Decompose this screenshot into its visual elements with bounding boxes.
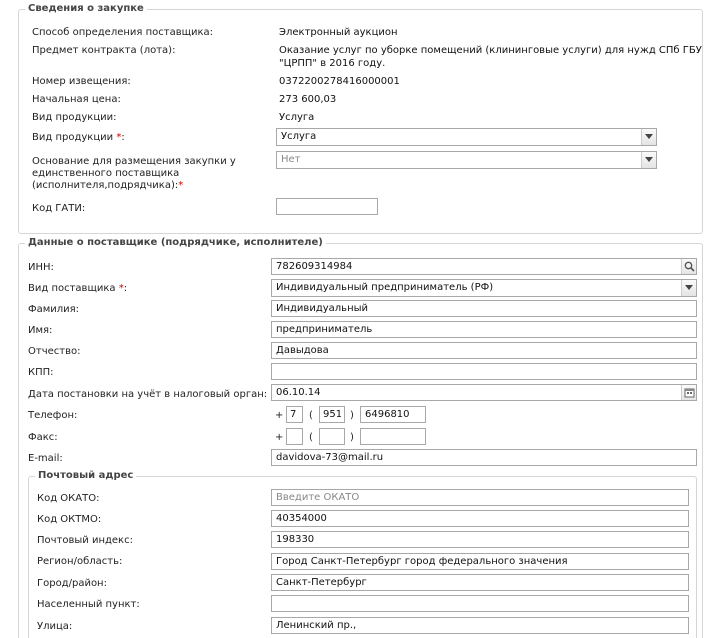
chevron-down-icon[interactable] bbox=[641, 152, 656, 168]
surname-label: Фамилия: bbox=[28, 304, 80, 315]
price-label: Начальная цена: bbox=[32, 94, 121, 105]
email-input[interactable] bbox=[271, 449, 697, 466]
basis-label-line3 bbox=[32, 180, 183, 191]
supplier-type-value: Индивидуальный предприниматель (РФ) bbox=[276, 282, 494, 293]
product-type-select[interactable] bbox=[276, 128, 657, 146]
required-mark: * bbox=[118, 283, 124, 294]
phone-plus: + bbox=[275, 410, 284, 421]
name-input[interactable] bbox=[271, 321, 697, 338]
city-input[interactable] bbox=[271, 574, 689, 591]
kpp-input[interactable] bbox=[271, 363, 697, 380]
index-label: Почтовый индекс: bbox=[37, 535, 133, 546]
street-input[interactable] bbox=[271, 617, 689, 634]
inn-input[interactable] bbox=[271, 258, 697, 275]
product-type-select-value: Услуга bbox=[281, 131, 317, 142]
fax-open-paren: ( bbox=[309, 432, 313, 443]
required-mark: * bbox=[178, 180, 184, 191]
product-type2-label: Вид продукции *: bbox=[32, 132, 125, 143]
patronymic-label: Отчество: bbox=[28, 346, 81, 357]
postal-title: Почтовый адрес bbox=[35, 470, 136, 481]
product-type-label: Вид продукции: bbox=[32, 112, 117, 123]
region-input[interactable] bbox=[271, 553, 689, 570]
notice-value: 0372200278416000001 bbox=[279, 76, 400, 87]
tax-date-input[interactable] bbox=[271, 384, 697, 401]
index-input[interactable] bbox=[271, 531, 689, 548]
phone-number-input[interactable] bbox=[360, 406, 426, 423]
patronymic-input[interactable] bbox=[271, 342, 697, 359]
fax-plus: + bbox=[275, 432, 284, 443]
method-label: Способ определения поставщика: bbox=[32, 27, 214, 38]
inn-label: ИНН: bbox=[28, 262, 54, 273]
oktmo-label: Код ОКТМО: bbox=[37, 514, 102, 525]
phone-country-input[interactable] bbox=[286, 406, 303, 423]
kpp-label: КПП: bbox=[28, 367, 54, 378]
locality-label: Населенный пункт: bbox=[37, 599, 140, 610]
phone-open-paren: ( bbox=[309, 410, 313, 421]
city-label: Город/район: bbox=[37, 578, 107, 589]
chevron-down-icon[interactable] bbox=[641, 129, 656, 145]
calendar-icon[interactable] bbox=[681, 385, 696, 400]
phone-label: Телефон: bbox=[28, 410, 78, 421]
chevron-down-icon[interactable] bbox=[681, 280, 696, 296]
tax-date-value: 06.10.14 bbox=[276, 387, 321, 398]
basis-label-line3-text: (исполнителя,подрядчика): bbox=[32, 180, 179, 191]
product-type2-label-text: Вид продукции bbox=[32, 132, 117, 143]
region-label: Регион/область: bbox=[37, 556, 123, 567]
okato-input[interactable] bbox=[271, 489, 689, 506]
surname-input[interactable] bbox=[271, 300, 697, 317]
basis-select-value: Нет bbox=[281, 154, 301, 165]
gati-label: Код ГАТИ: bbox=[32, 203, 86, 214]
okato-label: Код ОКАТО: bbox=[37, 493, 100, 504]
oktmo-input[interactable] bbox=[271, 510, 689, 527]
basis-select[interactable] bbox=[276, 151, 657, 169]
fax-label: Факс: bbox=[28, 432, 58, 443]
fax-code-input[interactable] bbox=[319, 428, 345, 445]
fax-close-paren: ) bbox=[350, 432, 354, 443]
price-value: 273 600,03 bbox=[279, 94, 337, 105]
required-mark: * bbox=[116, 132, 122, 143]
name-label: Имя: bbox=[28, 325, 53, 336]
email-label: E-mail: bbox=[28, 453, 63, 464]
supplier-title: Данные о поставщике (подрядчике, исполнителе) bbox=[25, 237, 326, 248]
supplier-type-label-text: Вид поставщика bbox=[28, 283, 119, 294]
supplier-type-select[interactable] bbox=[271, 279, 697, 297]
inn-value: 782609314984 bbox=[276, 261, 353, 272]
basis-label-line2: единственного поставщика bbox=[32, 168, 180, 179]
gati-input[interactable] bbox=[276, 198, 378, 215]
locality-input[interactable] bbox=[271, 595, 689, 612]
basis-label-line1: Основание для размещения закупки у bbox=[32, 156, 236, 167]
product-type-value: Услуга bbox=[279, 112, 315, 123]
procurement-title: Сведения о закупке bbox=[25, 3, 147, 14]
supplier-type-label: Вид поставщика *: bbox=[28, 283, 128, 294]
phone-close-paren: ) bbox=[350, 410, 354, 421]
tax-date-label: Дата постановки на учёт в налоговый орган: bbox=[28, 389, 268, 400]
magnifier-icon[interactable] bbox=[681, 259, 696, 274]
fax-country-input[interactable] bbox=[286, 428, 303, 445]
notice-label: Номер извещения: bbox=[32, 76, 131, 87]
street-label: Улица: bbox=[37, 621, 73, 632]
subject-label: Предмет контракта (лота): bbox=[32, 45, 176, 56]
method-value: Электронный аукцион bbox=[279, 27, 398, 38]
phone-code-input[interactable] bbox=[319, 406, 345, 423]
subject-value-line2: "ЦРПП" в 2016 году. bbox=[279, 58, 386, 69]
fax-number-input[interactable] bbox=[360, 428, 426, 445]
subject-value-line1: Оказание услуг по уборке помещений (клининговые услуги) для нужд СПб ГБУ bbox=[279, 45, 702, 56]
